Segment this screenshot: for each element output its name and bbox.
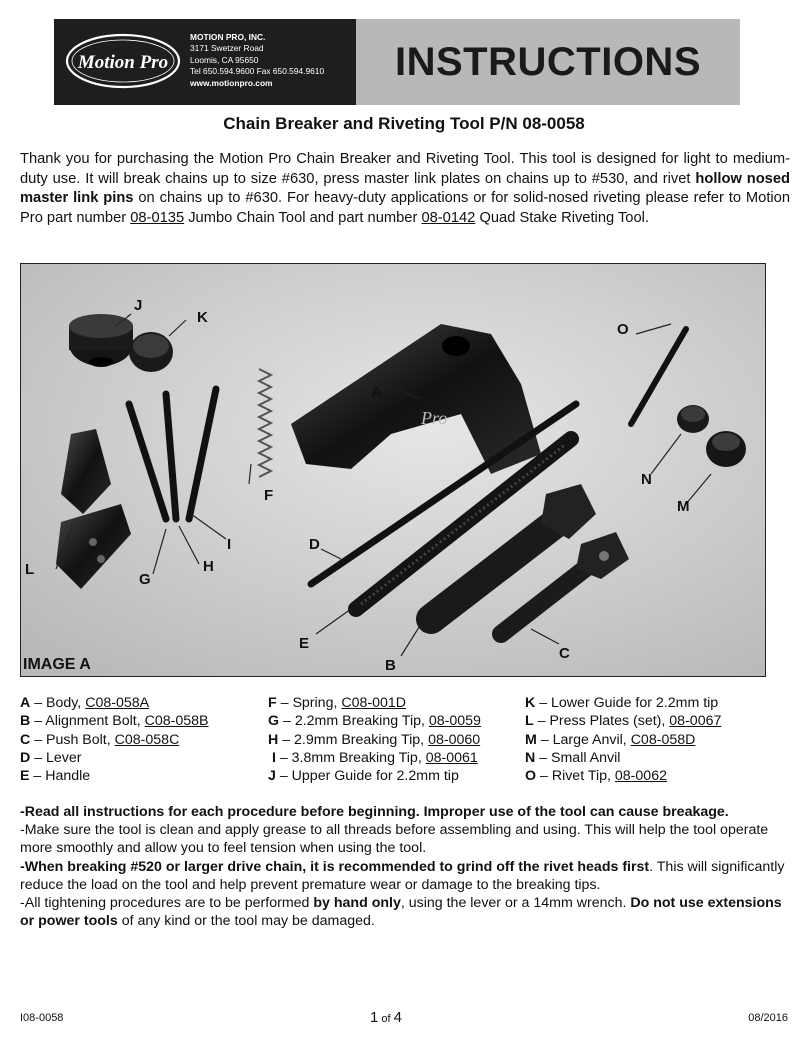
small-anvil-part [677, 405, 709, 433]
legend-item: C – Push Bolt, C08-058C [20, 731, 180, 748]
callout-label: G [139, 571, 151, 588]
part-number-link[interactable]: 08-0062 [614, 768, 667, 785]
legend-item: A – Body, C08-058A [20, 695, 150, 711]
part-number-link[interactable]: C08-058C [114, 731, 180, 748]
part-number-link[interactable]: C08-058D [630, 731, 696, 748]
callout-label: M [677, 498, 690, 515]
company-block [54, 19, 356, 105]
legend-item: B – Alignment Bolt, C08-058B [20, 713, 209, 730]
intro-paragraph: Thank you for purchasing the Motion Pro Chain Breaker and Riveting Tool. This tool is designed for light to medium-duty use. It will break chains up to size #630, press master link plates on chains up to #530, and rivet hollow nosed master link pins on chains up to #630. For heavy-duty applications or for solid-nosed riveting please refer to Motion Pro part number 08-0135 Jumbo Chain Tool and part number 08-0142 Quad Stake Riveting Tool. [20, 151, 790, 226]
parts-illustration [21, 264, 765, 676]
note-grind: -When breaking #520 or larger drive chain, it is recommended to grind off the rivet heads first. This will significantly reduce the load on the tool and help prevent premature wear or damage to the breaking tips. [20, 858, 785, 893]
callout-label: J [134, 297, 143, 314]
legend-item: N – Small Anvil [525, 749, 621, 766]
callout-label: D [309, 536, 320, 553]
legend-item: H – 2.9mm Breaking Tip, 08-0060 [268, 731, 481, 748]
legend-item: G – 2.2mm Breaking Tip, 08-0059 [268, 713, 481, 730]
callout-label: B [385, 657, 396, 674]
svg-text:Pro: Pro [421, 408, 448, 428]
note-warning: -Read all instructions for each procedure before beginning. Improper use of the tool can cause breakage. [20, 804, 729, 820]
callout-label: A [371, 384, 382, 401]
part-number-link[interactable]: C08-001D [341, 695, 407, 711]
company-address [190, 32, 324, 89]
callout-label: E [299, 635, 310, 652]
legend-item: I – 3.8mm Breaking Tip, 08-0061 [268, 749, 478, 766]
address-line: Tel 650.594.9600 Fax 650.594.9610 [190, 66, 325, 77]
parts-legend-column [268, 694, 481, 785]
part-number-link[interactable]: 08-0060 [428, 731, 481, 748]
large-anvil-part [706, 431, 746, 467]
parts-photo [20, 263, 766, 677]
document-title: Chain Breaker and Riveting Tool P/N 08-0058 [223, 114, 585, 133]
callout-label: O [617, 321, 629, 338]
legend-item: F – Spring, C08-001D [268, 695, 407, 711]
legend-item: E – Handle [20, 768, 91, 785]
parts-legend-column [525, 694, 721, 785]
svg-text:Motion Pro: Motion Pro [77, 52, 169, 73]
part-number-link[interactable]: 08-0059 [428, 713, 481, 730]
legend-item: M – Large Anvil, C08-058D [525, 731, 696, 748]
note-grease: -Make sure the tool is clean and apply grease to all threads before assembling and using. This will help the tool operate more smoothly and allow you to feel tension when using the tool. [20, 822, 769, 857]
part-number-link[interactable]: C08-058B [144, 713, 209, 730]
image-label: IMAGE A [23, 656, 91, 673]
callout-label: I [227, 536, 232, 553]
callout-label: L [25, 561, 35, 578]
upper-guide-part [69, 314, 133, 367]
lower-guide-part [129, 332, 173, 372]
address-line: Loomis, CA 95650 [190, 54, 259, 65]
document-number: I08-0058 [20, 1012, 64, 1024]
callout-label: K [197, 309, 208, 326]
callout-label: H [203, 558, 214, 575]
part-number-link[interactable]: C08-058A [85, 695, 150, 711]
legend-item: K – Lower Guide for 2.2mm tip [525, 695, 719, 711]
instruction-notes [20, 803, 790, 930]
header-banner [54, 19, 740, 105]
address-line: 3171 Swetzer Road [190, 43, 264, 54]
part-number-link[interactable]: 08-0135 [130, 209, 185, 226]
part-number-link[interactable]: 08-0061 [425, 749, 478, 766]
instructions-banner [356, 19, 740, 105]
callout-label: N [641, 471, 652, 488]
note-tightening: -All tightening procedures are to be performed by hand only, using the lever or a 14mm wrench. Do not use extensions or power tools of any kind or the tool may be damaged. [20, 895, 782, 930]
legend-item: O – Rivet Tip, 08-0062 [525, 768, 667, 785]
banner-title: INSTRUCTIONS [395, 39, 701, 84]
part-number-link[interactable]: 08-0067 [669, 713, 722, 730]
page-number: 1 of 4 [370, 1009, 402, 1026]
motion-pro-logo [64, 32, 182, 90]
document-date: 08/2016 [748, 1012, 788, 1024]
legend-item: D – Lever [20, 749, 82, 766]
parts-legend-column [20, 694, 209, 785]
callout-label: C [559, 645, 570, 662]
part-number-link[interactable]: 08-0142 [421, 209, 476, 226]
address-line: www.motionpro.com [190, 77, 273, 88]
address-line: MOTION PRO, INC. [190, 32, 266, 42]
legend-item: J – Upper Guide for 2.2mm tip [268, 768, 459, 785]
callout-label: F [264, 487, 274, 504]
legend-item: L – Press Plates (set), 08-0067 [525, 713, 722, 730]
